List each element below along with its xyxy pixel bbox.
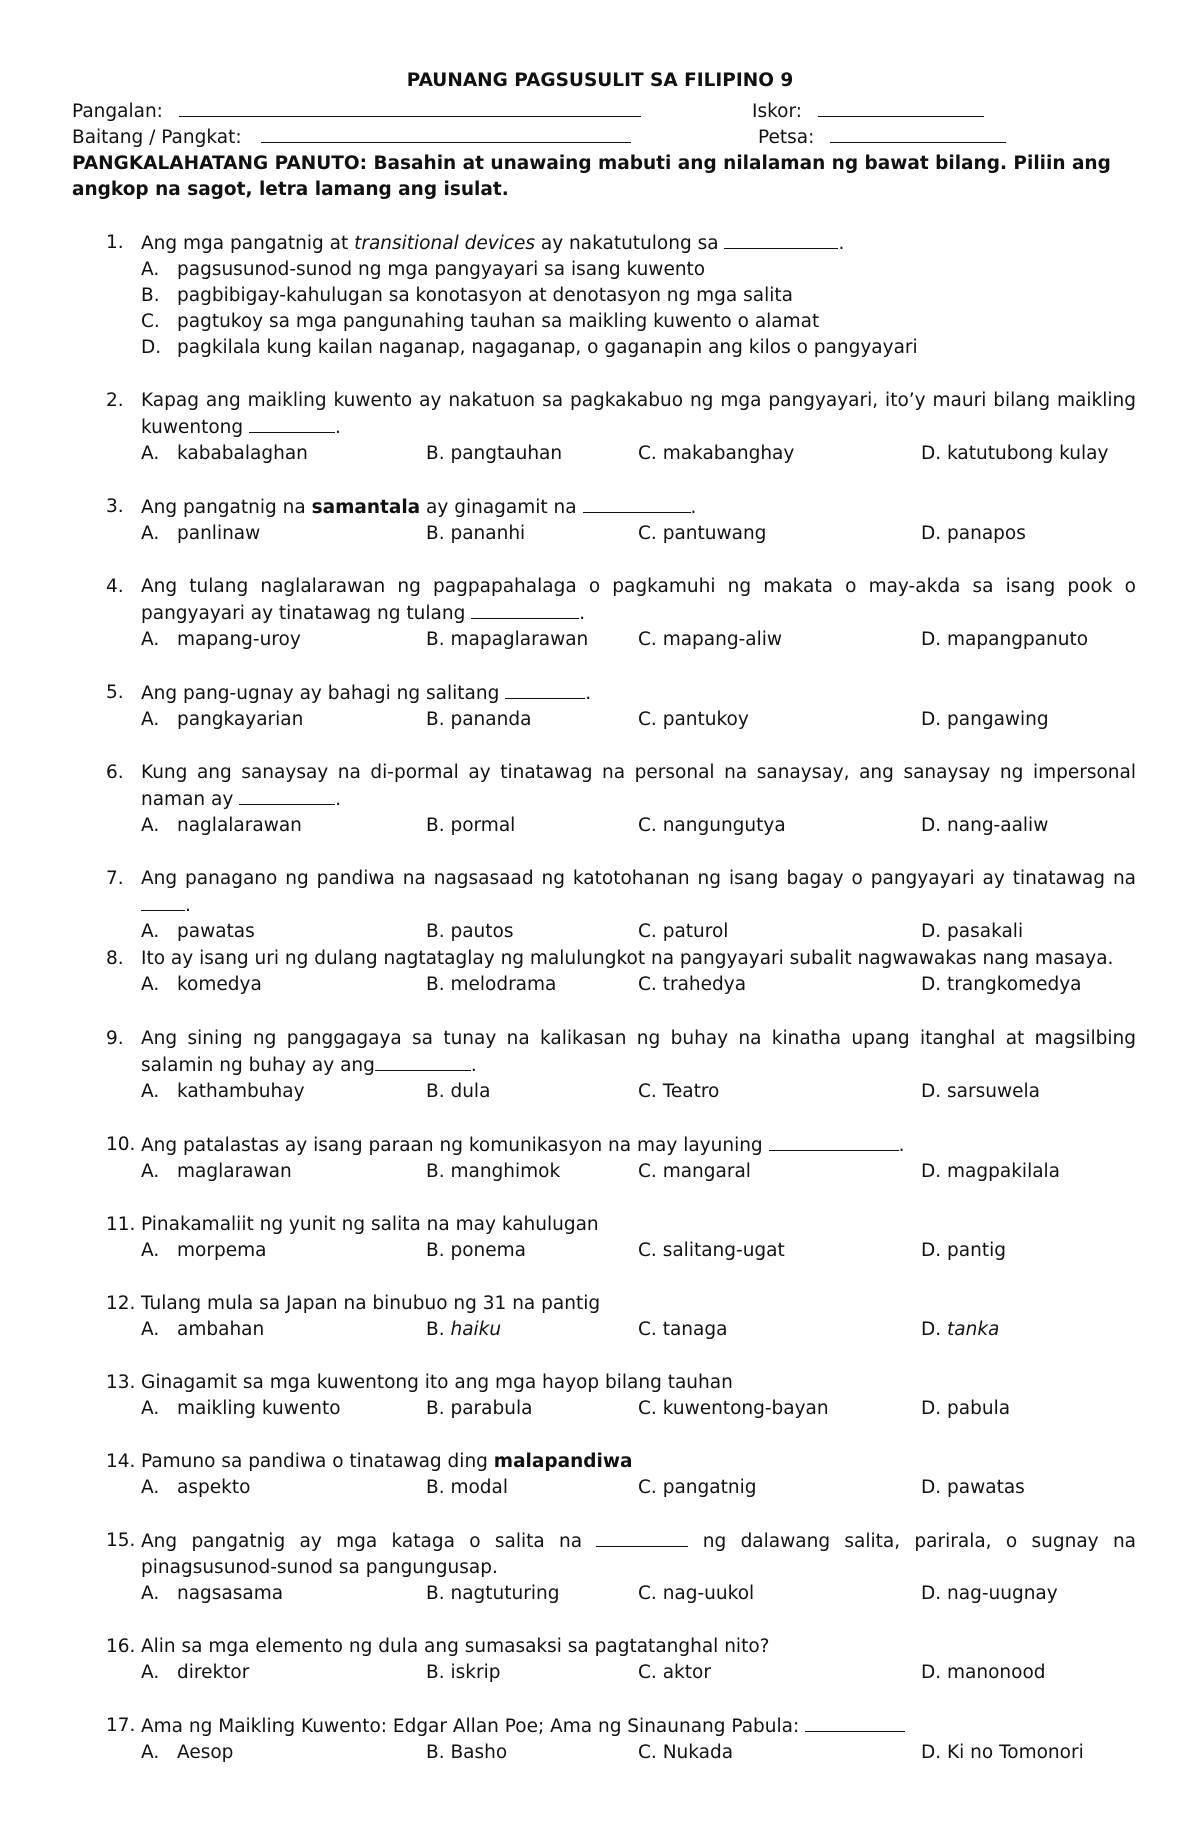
choice-b[interactable]: B. pananda — [426, 709, 532, 730]
choice-c[interactable]: C. mangaral — [638, 1161, 751, 1182]
question-14 — [106, 1449, 1136, 1501]
question-number: 1. — [106, 232, 124, 253]
choice-a[interactable]: A. komedya — [141, 974, 262, 995]
choice-row — [141, 707, 1136, 733]
choice-row — [141, 813, 1136, 839]
choice-a[interactable]: A. maglarawan — [141, 1161, 292, 1182]
choice-b[interactable]: B. melodrama — [426, 974, 557, 995]
choice-d[interactable]: D. Ki no Tomonori — [921, 1742, 1084, 1763]
choice-c[interactable]: C. Nukada — [638, 1742, 734, 1763]
choice-d[interactable]: D. pabula — [921, 1398, 1011, 1419]
choice-c[interactable]: C. pangatnig — [638, 1477, 757, 1498]
choice-d[interactable]: D. sarsuwela — [921, 1081, 1040, 1102]
answer-blank[interactable] — [249, 414, 335, 433]
date-label: Petsa: — [758, 127, 815, 148]
choice-d[interactable]: D. nang-aaliw — [921, 815, 1049, 836]
choice-b[interactable]: B. manghimok — [426, 1161, 561, 1182]
question-12 — [106, 1291, 1136, 1343]
question-text: Kung ang sanaysay na di-pormal ay tinatawag na personal na sanaysay, ang sanaysay ng impersonal naman ay . — [141, 762, 1136, 810]
question-text: Ginagamit sa mga kuwentong ito ang mga hayop bilang tauhan — [141, 1372, 733, 1393]
choice-row — [141, 1740, 1136, 1766]
question-text: Ito ay isang uri ng dulang nagtataglay ng malulungkot na pangyayari subalit nagwawakas nang masaya. — [141, 948, 1114, 969]
answer-blank[interactable] — [141, 892, 185, 911]
choice-a[interactable]: A. Aesop — [141, 1742, 234, 1763]
question-4 — [106, 574, 1136, 653]
choice-row — [141, 1238, 1136, 1264]
choice-d[interactable]: D. pangawing — [921, 709, 1049, 730]
choice-c[interactable]: C. tanaga — [638, 1319, 728, 1340]
question-number: 5. — [106, 682, 124, 703]
choice-d[interactable]: D. manonood — [921, 1662, 1046, 1683]
question-number: 10. — [106, 1134, 136, 1155]
question-13 — [106, 1370, 1136, 1422]
choice-d[interactable]: D. magpakilala — [921, 1161, 1061, 1182]
choice-a[interactable]: A. kababalaghan — [141, 443, 308, 464]
choice-row — [141, 521, 1136, 547]
grade-line[interactable] — [261, 126, 631, 143]
choice-b[interactable]: B. dula — [426, 1081, 491, 1102]
question-15 — [106, 1528, 1136, 1607]
choice-c[interactable]: C. Teatro — [638, 1081, 720, 1102]
choice-a[interactable]: A. naglalarawan — [141, 815, 302, 836]
grade-field-row — [72, 126, 631, 148]
question-number: 12. — [106, 1293, 136, 1314]
name-field-row — [72, 100, 641, 122]
question-text: Pamuno sa pandiwa o tinatawag ding malapandiwa — [141, 1451, 633, 1472]
choice-d[interactable]: D. pawatas — [921, 1477, 1025, 1498]
choice-c[interactable]: C. makabanghay — [638, 443, 795, 464]
choice-a[interactable]: A. ambahan — [141, 1319, 265, 1340]
question-number: 6. — [106, 762, 124, 783]
choice-d[interactable]: D. katutubong kulay — [921, 443, 1109, 464]
question-number: 7. — [106, 868, 124, 889]
date-line[interactable] — [830, 126, 1006, 143]
question-16 — [106, 1634, 1136, 1686]
choice-c[interactable]: C. kuwentong-bayan — [638, 1398, 829, 1419]
choice-c[interactable]: C. pantukoy — [638, 709, 749, 730]
answer-blank[interactable] — [505, 680, 585, 699]
choice-row — [141, 1396, 1136, 1422]
question-number: 2. — [106, 390, 124, 411]
answer-blank[interactable] — [805, 1713, 905, 1732]
question-text: Tulang mula sa Japan na binubuo ng 31 na pantig — [141, 1293, 601, 1314]
question-number: 8. — [106, 948, 124, 969]
choice-row — [141, 627, 1136, 653]
question-3 — [106, 494, 1136, 547]
question-10 — [106, 1132, 1136, 1185]
choice-b[interactable]: B. pangtauhan — [426, 443, 563, 464]
answer-blank[interactable] — [583, 494, 691, 513]
question-number: 15. — [106, 1530, 136, 1551]
choice-a[interactable]: A. panlinaw — [141, 523, 261, 544]
question-6 — [106, 760, 1136, 839]
question-number: 17. — [106, 1715, 136, 1736]
choice-b[interactable]: B. nagtuturing — [426, 1583, 560, 1604]
question-5 — [106, 680, 1136, 733]
question-11 — [106, 1212, 1136, 1264]
choice-b[interactable]: B. iskrip — [426, 1662, 501, 1683]
answer-blank[interactable] — [724, 230, 838, 249]
choice-c[interactable]: C. pantuwang — [638, 523, 767, 544]
choice-c[interactable]: C. nangungutya — [638, 815, 786, 836]
question-7 — [106, 866, 1136, 945]
question-text: Ang panagano ng pandiwa na nagsasaad ng katotohanan ng isang bagay o pangyayari ay tinatawag na . — [141, 868, 1136, 916]
question-number: 14. — [106, 1451, 136, 1472]
choice-row — [141, 1660, 1136, 1686]
choice-b[interactable]: B. pautos — [426, 921, 514, 942]
name-line[interactable] — [179, 100, 641, 117]
question-number: 16. — [106, 1636, 136, 1657]
question-text: Ang sining ng panggagaya sa tunay na kalikasan ng buhay na kinatha upang itanghal at magsilbing salamin ng buhay ay ang . — [141, 1028, 1136, 1076]
choice-d[interactable]: D. nag-uugnay — [921, 1583, 1058, 1604]
choice-c[interactable]: C. pagtukoy sa mga pangunahing tauhan sa maikling kuwento o alamat — [141, 311, 820, 332]
question-number: 3. — [106, 496, 124, 517]
question-text: Ang patalastas ay isang paraan ng komunikasyon na may layuning . — [141, 1132, 1136, 1159]
choice-d[interactable]: D. trangkomedya — [921, 974, 1082, 995]
choice-d[interactable]: D. pantig — [921, 1240, 1006, 1261]
question-number: 13. — [106, 1372, 136, 1393]
question-text: Ang pangatnig na samantala ay ginagamit na . — [141, 494, 1136, 521]
choice-row — [141, 1581, 1136, 1607]
answer-blank[interactable] — [471, 600, 579, 619]
choice-b[interactable]: B. ponema — [426, 1240, 526, 1261]
question-number: 9. — [106, 1028, 124, 1049]
choice-a[interactable]: A. pawatas — [141, 921, 255, 942]
score-label: Iskor: — [752, 101, 802, 122]
question-2 — [106, 388, 1136, 467]
choice-b[interactable]: B. modal — [426, 1477, 509, 1498]
choice-a[interactable]: A. maikling kuwento — [141, 1398, 341, 1419]
choice-c[interactable]: C. paturol — [638, 921, 729, 942]
question-text: Ang tulang naglalarawan ng pagpapahalaga o pagkamuhi ng makata o may-akda sa isang pook o pangyayari ay tinatawag ng tulang . — [141, 576, 1136, 624]
choice-c[interactable]: C. mapang-aliw — [638, 629, 783, 650]
choice-row — [141, 1079, 1136, 1105]
choice-a[interactable]: A. kathambuhay — [141, 1081, 305, 1102]
question-text: Ang pangatnig ay mga kataga o salita na ng dalawang salita, parirala, o sugnay na pinagsusunod-sunod sa pangungusap. — [141, 1528, 1136, 1581]
choice-d[interactable]: D. tanka — [921, 1319, 1000, 1340]
question-number: 11. — [106, 1214, 136, 1235]
choice-b[interactable]: B. haiku — [426, 1319, 502, 1340]
choice-c[interactable]: C. salitang-ugat — [638, 1240, 785, 1261]
choice-a[interactable]: A. pangkayarian — [141, 709, 304, 730]
answer-blank[interactable] — [239, 786, 335, 805]
question-text: Ang pang-ugnay ay bahagi ng salitang . — [141, 680, 1136, 707]
choice-row — [141, 919, 1136, 945]
choice-row — [141, 1317, 1136, 1343]
answer-blank[interactable] — [596, 1528, 688, 1547]
choice-a[interactable]: A. mapang-uroy — [141, 629, 301, 650]
choice-b[interactable]: B. parabula — [426, 1398, 533, 1419]
question-number: 4. — [106, 576, 124, 597]
choice-c[interactable]: C. nag-uukol — [638, 1583, 755, 1604]
date-field-row — [758, 126, 1006, 148]
choice-c[interactable]: C. trahedya — [638, 974, 747, 995]
choice-row — [141, 972, 1136, 998]
question-text: Ama ng Maikling Kuwento: Edgar Allan Poe; Ama ng Sinaunang Pabula: — [141, 1713, 1136, 1740]
question-text: Ang mga pangatnig at transitional devices ay nakatutulong sa . — [141, 230, 1136, 257]
score-line[interactable] — [818, 100, 984, 117]
question-8 — [106, 946, 1136, 998]
question-text: Pinakamaliit ng yunit ng salita na may kahulugan — [141, 1214, 599, 1235]
score-field-row — [752, 100, 984, 122]
question-text: Alin sa mga elemento ng dula ang sumasaksi sa pagtatanghal nito? — [141, 1636, 770, 1657]
choice-row — [141, 441, 1136, 467]
general-instructions: PANGKALAHATANG PANUTO: Basahin at unawaing mabuti ang nilalaman ng bawat bilang. Piliin ang angkop na sagot, letra lamang ang isulat. — [72, 153, 1111, 200]
choice-c[interactable]: C. aktor — [638, 1662, 711, 1683]
answer-blank[interactable] — [769, 1132, 899, 1151]
choice-d[interactable]: D. mapangpanuto — [921, 629, 1089, 650]
choice-d[interactable]: D. panapos — [921, 523, 1026, 544]
choice-a[interactable]: A. direktor — [141, 1662, 250, 1683]
choice-b[interactable]: B. Basho — [426, 1742, 508, 1763]
answer-blank[interactable] — [375, 1052, 471, 1071]
choice-b[interactable]: B. pormal — [426, 815, 516, 836]
name-label: Pangalan: — [72, 101, 163, 122]
choice-b[interactable]: B. mapaglarawan — [426, 629, 589, 650]
question-1 — [106, 230, 1136, 361]
grade-label: Baitang / Pangkat: — [72, 127, 242, 148]
question-text: Kapag ang maikling kuwento ay nakatuon sa pagkakabuo ng mga pangyayari, ito’y mauri bilang maikling kuwentong . — [141, 390, 1136, 438]
question-17 — [106, 1713, 1136, 1766]
choice-a[interactable]: A. nagsasama — [141, 1583, 284, 1604]
choice-a[interactable]: A. morpema — [141, 1240, 267, 1261]
page-title: PAUNANG PAGSUSULIT SA FILIPINO 9 — [406, 70, 794, 91]
choice-b[interactable]: B. pananhi — [426, 523, 526, 544]
choice-row — [141, 1159, 1136, 1185]
choice-b[interactable]: B. pagbibigay-kahulugan sa konotasyon at denotasyon ng mga salita — [141, 285, 793, 306]
choice-a[interactable]: A. pagsusunod-sunod ng mga pangyayari sa isang kuwento — [141, 259, 706, 280]
choice-d[interactable]: D. pasakali — [921, 921, 1024, 942]
choice-a[interactable]: A. aspekto — [141, 1477, 251, 1498]
choice-d[interactable]: D. pagkilala kung kailan naganap, nagaganap, o gaganapin ang kilos o pangyayari — [141, 337, 918, 358]
choice-row — [141, 1475, 1136, 1501]
question-9 — [106, 1026, 1136, 1105]
